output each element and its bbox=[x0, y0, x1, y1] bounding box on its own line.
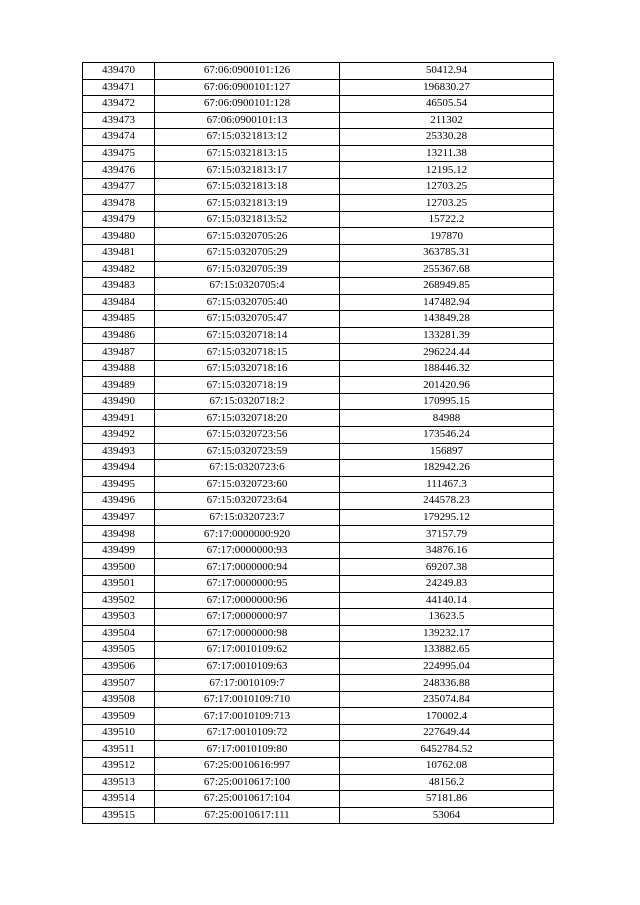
row-number-cell: 439482 bbox=[83, 261, 155, 278]
value-cell: 13623.5 bbox=[340, 609, 554, 626]
value-cell: 12703.25 bbox=[340, 195, 554, 212]
row-number-cell: 439497 bbox=[83, 509, 155, 526]
row-number-cell: 439488 bbox=[83, 360, 155, 377]
table-row bbox=[83, 311, 554, 328]
row-number-cell: 439475 bbox=[83, 145, 155, 162]
table-row bbox=[83, 526, 554, 543]
cadastral-number-cell: 67:17:0010109:80 bbox=[155, 741, 340, 758]
table-row bbox=[83, 195, 554, 212]
value-cell: 133281.39 bbox=[340, 327, 554, 344]
table-row bbox=[83, 178, 554, 195]
row-number-cell: 439503 bbox=[83, 609, 155, 626]
row-number-cell: 439500 bbox=[83, 559, 155, 576]
table-row bbox=[83, 741, 554, 758]
cadastral-number-cell: 67:17:0000000:93 bbox=[155, 542, 340, 559]
cadastral-number-cell: 67:17:0010109:710 bbox=[155, 691, 340, 708]
table-row bbox=[83, 129, 554, 146]
row-number-cell: 439493 bbox=[83, 443, 155, 460]
row-number-cell: 439513 bbox=[83, 774, 155, 791]
row-number-cell: 439512 bbox=[83, 757, 155, 774]
value-cell: 182942.26 bbox=[340, 460, 554, 477]
row-number-cell: 439495 bbox=[83, 476, 155, 493]
row-number-cell: 439505 bbox=[83, 642, 155, 659]
value-cell: 10762.08 bbox=[340, 757, 554, 774]
table-row bbox=[83, 245, 554, 262]
table-row bbox=[83, 476, 554, 493]
row-number-cell: 439508 bbox=[83, 691, 155, 708]
cadastral-number-cell: 67:15:0320723:7 bbox=[155, 509, 340, 526]
value-cell: 224995.04 bbox=[340, 658, 554, 675]
value-cell: 34876.16 bbox=[340, 542, 554, 559]
cadastral-number-cell: 67:15:0320718:19 bbox=[155, 377, 340, 394]
table-row bbox=[83, 443, 554, 460]
row-number-cell: 439506 bbox=[83, 658, 155, 675]
value-cell: 12703.25 bbox=[340, 178, 554, 195]
cadastral-number-cell: 67:17:0010109:62 bbox=[155, 642, 340, 659]
table-row bbox=[83, 112, 554, 129]
value-cell: 57181.86 bbox=[340, 791, 554, 808]
cadastral-number-cell: 67:17:0000000:96 bbox=[155, 592, 340, 609]
value-cell: 179295.12 bbox=[340, 509, 554, 526]
table-row bbox=[83, 708, 554, 725]
cadastral-number-cell: 67:15:0321813:18 bbox=[155, 178, 340, 195]
row-number-cell: 439476 bbox=[83, 162, 155, 179]
cadastral-number-cell: 67:15:0320705:29 bbox=[155, 245, 340, 262]
cadastral-number-cell: 67:17:0010109:72 bbox=[155, 724, 340, 741]
table-row bbox=[83, 724, 554, 741]
row-number-cell: 439499 bbox=[83, 542, 155, 559]
table-row bbox=[83, 658, 554, 675]
table-row bbox=[83, 377, 554, 394]
value-cell: 211302 bbox=[340, 112, 554, 129]
cadastral-number-cell: 67:15:0320723:64 bbox=[155, 493, 340, 510]
value-cell: 156897 bbox=[340, 443, 554, 460]
cadastral-number-cell: 67:15:0321813:17 bbox=[155, 162, 340, 179]
cadastral-number-cell: 67:15:0320705:26 bbox=[155, 228, 340, 245]
cadastral-number-cell: 67:17:0000000:94 bbox=[155, 559, 340, 576]
table-row bbox=[83, 261, 554, 278]
table-row bbox=[83, 691, 554, 708]
value-cell: 143849.28 bbox=[340, 311, 554, 328]
cadastral-number-cell: 67:06:0900101:127 bbox=[155, 79, 340, 96]
row-number-cell: 439514 bbox=[83, 791, 155, 808]
table-row bbox=[83, 360, 554, 377]
row-number-cell: 439511 bbox=[83, 741, 155, 758]
row-number-cell: 439471 bbox=[83, 79, 155, 96]
row-number-cell: 439498 bbox=[83, 526, 155, 543]
table-row bbox=[83, 509, 554, 526]
row-number-cell: 439491 bbox=[83, 410, 155, 427]
cadastral-number-cell: 67:15:0320705:39 bbox=[155, 261, 340, 278]
row-number-cell: 439481 bbox=[83, 245, 155, 262]
value-cell: 255367.68 bbox=[340, 261, 554, 278]
value-cell: 196830.27 bbox=[340, 79, 554, 96]
value-cell: 12195.12 bbox=[340, 162, 554, 179]
value-cell: 84988 bbox=[340, 410, 554, 427]
value-cell: 296224.44 bbox=[340, 344, 554, 361]
value-cell: 147482.94 bbox=[340, 294, 554, 311]
row-number-cell: 439492 bbox=[83, 427, 155, 444]
cadastral-number-cell: 67:17:0000000:97 bbox=[155, 609, 340, 626]
value-cell: 13211.38 bbox=[340, 145, 554, 162]
cadastral-number-cell: 67:06:0900101:13 bbox=[155, 112, 340, 129]
cadastral-number-cell: 67:25:0010617:100 bbox=[155, 774, 340, 791]
cadastral-number-cell: 67:15:0321813:52 bbox=[155, 211, 340, 228]
row-number-cell: 439470 bbox=[83, 63, 155, 80]
value-cell: 48156.2 bbox=[340, 774, 554, 791]
row-number-cell: 439479 bbox=[83, 211, 155, 228]
row-number-cell: 439496 bbox=[83, 493, 155, 510]
cadastral-number-cell: 67:15:0320705:4 bbox=[155, 278, 340, 295]
data-table bbox=[82, 62, 554, 824]
cadastral-number-cell: 67:15:0320723:56 bbox=[155, 427, 340, 444]
row-number-cell: 439515 bbox=[83, 807, 155, 824]
row-number-cell: 439474 bbox=[83, 129, 155, 146]
row-number-cell: 439477 bbox=[83, 178, 155, 195]
table-row bbox=[83, 807, 554, 824]
value-cell: 6452784.52 bbox=[340, 741, 554, 758]
value-cell: 268949.85 bbox=[340, 278, 554, 295]
table-body bbox=[83, 63, 554, 824]
value-cell: 53064 bbox=[340, 807, 554, 824]
cadastral-number-cell: 67:17:0010109:713 bbox=[155, 708, 340, 725]
row-number-cell: 439490 bbox=[83, 393, 155, 410]
row-number-cell: 439509 bbox=[83, 708, 155, 725]
table-row bbox=[83, 774, 554, 791]
row-number-cell: 439486 bbox=[83, 327, 155, 344]
table-row bbox=[83, 327, 554, 344]
table-row bbox=[83, 393, 554, 410]
row-number-cell: 439483 bbox=[83, 278, 155, 295]
table-row bbox=[83, 592, 554, 609]
table-row bbox=[83, 294, 554, 311]
value-cell: 201420.96 bbox=[340, 377, 554, 394]
cadastral-number-cell: 67:15:0321813:12 bbox=[155, 129, 340, 146]
cadastral-number-cell: 67:25:0010616:997 bbox=[155, 757, 340, 774]
row-number-cell: 439487 bbox=[83, 344, 155, 361]
cadastral-number-cell: 67:15:0320705:47 bbox=[155, 311, 340, 328]
table-row bbox=[83, 493, 554, 510]
table-row bbox=[83, 460, 554, 477]
cadastral-number-cell: 67:15:0321813:15 bbox=[155, 145, 340, 162]
row-number-cell: 439478 bbox=[83, 195, 155, 212]
value-cell: 133882.65 bbox=[340, 642, 554, 659]
table-row bbox=[83, 609, 554, 626]
table-row bbox=[83, 559, 554, 576]
value-cell: 69207.38 bbox=[340, 559, 554, 576]
table-row bbox=[83, 145, 554, 162]
value-cell: 170995.15 bbox=[340, 393, 554, 410]
value-cell: 188446.32 bbox=[340, 360, 554, 377]
value-cell: 227649.44 bbox=[340, 724, 554, 741]
value-cell: 37157.79 bbox=[340, 526, 554, 543]
row-number-cell: 439494 bbox=[83, 460, 155, 477]
cadastral-number-cell: 67:15:0320718:14 bbox=[155, 327, 340, 344]
value-cell: 15722.2 bbox=[340, 211, 554, 228]
table-row bbox=[83, 642, 554, 659]
value-cell: 244578.23 bbox=[340, 493, 554, 510]
value-cell: 24249.83 bbox=[340, 575, 554, 592]
table-row bbox=[83, 410, 554, 427]
value-cell: 46505.54 bbox=[340, 96, 554, 113]
table-row bbox=[83, 344, 554, 361]
table-row bbox=[83, 63, 554, 80]
table-row bbox=[83, 278, 554, 295]
table-row bbox=[83, 211, 554, 228]
cadastral-number-cell: 67:15:0320718:20 bbox=[155, 410, 340, 427]
table-row bbox=[83, 757, 554, 774]
table-row bbox=[83, 675, 554, 692]
row-number-cell: 439489 bbox=[83, 377, 155, 394]
row-number-cell: 439472 bbox=[83, 96, 155, 113]
table-row bbox=[83, 542, 554, 559]
cadastral-number-cell: 67:15:0321813:19 bbox=[155, 195, 340, 212]
value-cell: 170002.4 bbox=[340, 708, 554, 725]
value-cell: 111467.3 bbox=[340, 476, 554, 493]
value-cell: 197870 bbox=[340, 228, 554, 245]
table-row bbox=[83, 79, 554, 96]
table-row bbox=[83, 575, 554, 592]
table-row bbox=[83, 625, 554, 642]
table-row bbox=[83, 96, 554, 113]
cadastral-number-cell: 67:17:0000000:920 bbox=[155, 526, 340, 543]
cadastral-number-cell: 67:15:0320705:40 bbox=[155, 294, 340, 311]
row-number-cell: 439473 bbox=[83, 112, 155, 129]
value-cell: 235074.84 bbox=[340, 691, 554, 708]
cadastral-number-cell: 67:17:0000000:98 bbox=[155, 625, 340, 642]
row-number-cell: 439502 bbox=[83, 592, 155, 609]
row-number-cell: 439484 bbox=[83, 294, 155, 311]
cadastral-number-cell: 67:17:0010109:63 bbox=[155, 658, 340, 675]
table-row bbox=[83, 228, 554, 245]
value-cell: 44140.14 bbox=[340, 592, 554, 609]
value-cell: 173546.24 bbox=[340, 427, 554, 444]
value-cell: 25330.28 bbox=[340, 129, 554, 146]
cadastral-number-cell: 67:15:0320718:2 bbox=[155, 393, 340, 410]
table-row bbox=[83, 791, 554, 808]
row-number-cell: 439485 bbox=[83, 311, 155, 328]
table-row bbox=[83, 162, 554, 179]
cadastral-number-cell: 67:17:0010109:7 bbox=[155, 675, 340, 692]
row-number-cell: 439507 bbox=[83, 675, 155, 692]
cadastral-number-cell: 67:15:0320723:59 bbox=[155, 443, 340, 460]
cadastral-number-cell: 67:06:0900101:126 bbox=[155, 63, 340, 80]
row-number-cell: 439510 bbox=[83, 724, 155, 741]
row-number-cell: 439504 bbox=[83, 625, 155, 642]
value-cell: 363785.31 bbox=[340, 245, 554, 262]
cadastral-number-cell: 67:15:0320723:6 bbox=[155, 460, 340, 477]
cadastral-number-cell: 67:15:0320718:15 bbox=[155, 344, 340, 361]
value-cell: 248336.88 bbox=[340, 675, 554, 692]
row-number-cell: 439501 bbox=[83, 575, 155, 592]
cadastral-number-cell: 67:15:0320718:16 bbox=[155, 360, 340, 377]
cadastral-number-cell: 67:15:0320723:60 bbox=[155, 476, 340, 493]
table-row bbox=[83, 427, 554, 444]
cadastral-number-cell: 67:25:0010617:111 bbox=[155, 807, 340, 824]
row-number-cell: 439480 bbox=[83, 228, 155, 245]
value-cell: 139232.17 bbox=[340, 625, 554, 642]
cadastral-number-cell: 67:06:0900101:128 bbox=[155, 96, 340, 113]
cadastral-number-cell: 67:17:0000000:95 bbox=[155, 575, 340, 592]
cadastral-number-cell: 67:25:0010617:104 bbox=[155, 791, 340, 808]
value-cell: 50412.94 bbox=[340, 63, 554, 80]
